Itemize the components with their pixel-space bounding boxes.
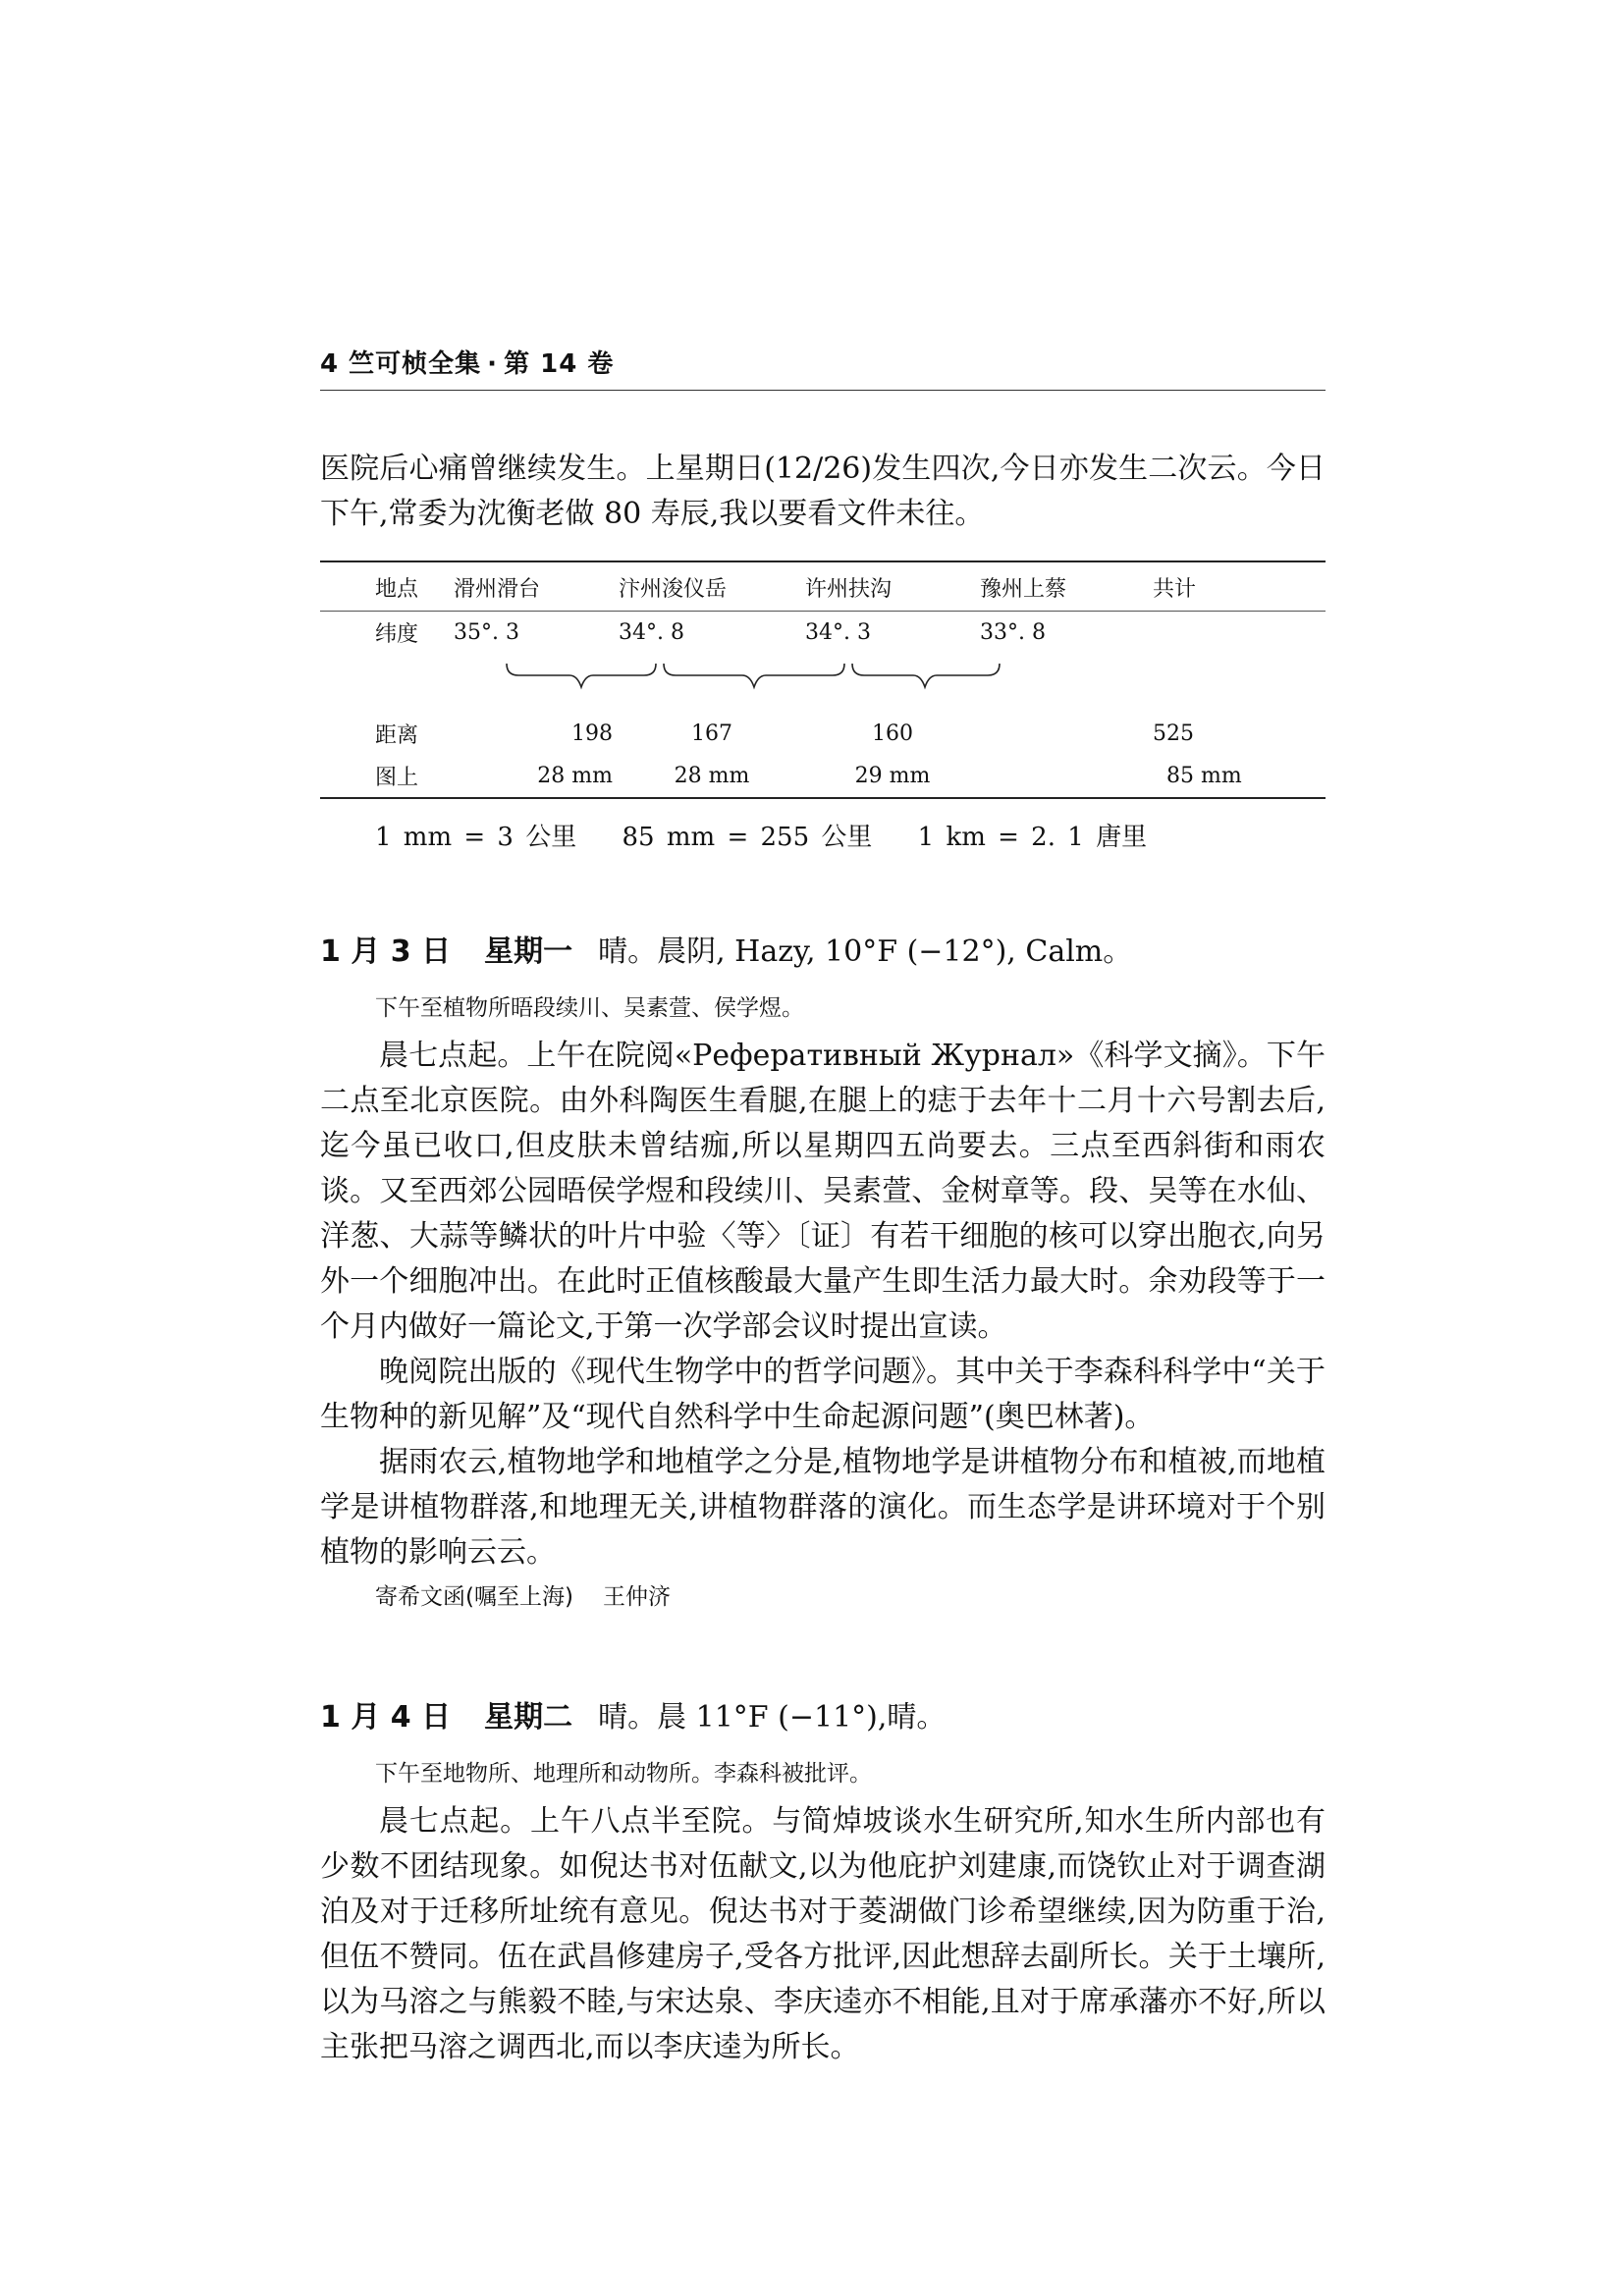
entry-heading: [320, 1695, 1326, 1740]
table-header: 地点: [320, 561, 454, 612]
entry-paragraph: 晨七点起。上午在院阅«Реферативный Журнал»《科学文摘》。下午二点至北京医院。由外科陶医生看腿,在腿上的痣于去年十二月十六号割去后,迄今虽已收口,但皮肤未曾结痂,所以星期四五尚要去。三点至西斜街和雨农谈。又至西郊公园晤侯学煜和段续川、吴素萱、金树章等。段、吴等在水仙、洋葱、大蒜等鳞状的叶片中验〈等〉〔证〕有若干细胞的核可以穿出胞衣,向另外一个细胞冲出。在此时正值核酸最大量产生即生活力最大时。余劝段等于一个月内做好一篇论文,于第一次学部会议时提出宣读。: [320, 1039, 1326, 1344]
map-distance-cell: 29 mm: [854, 764, 931, 788]
header-separator: ·: [487, 349, 499, 379]
opening-paragraph: 医院后心痛曾继续发生。上星期日(12/26)发生四次,今日亦发生二次云。今日下午,常委为沈衡老做 80 寿辰,我以要看文件未往。: [320, 452, 1326, 531]
table-header: 许州扶沟: [805, 561, 980, 612]
distance-total-cell: 525: [1153, 721, 1194, 746]
main-content: [320, 447, 1326, 2070]
map-distance-row: [320, 755, 1326, 798]
row-label: 纬度: [375, 622, 419, 647]
entry-date: 1 月 3 日: [320, 934, 452, 969]
entry-letter-note: [375, 1575, 1326, 1619]
table-header: 豫州上蔡: [980, 561, 1153, 612]
entry-heading: [320, 930, 1326, 975]
unit-conversion-line: [375, 817, 1326, 853]
brace-row: [320, 654, 1326, 713]
row-label: 图上: [375, 766, 419, 790]
latitude-cell: 33°. 8: [980, 620, 1046, 645]
letter-label: 寄希文函(嘱至上海): [375, 1584, 573, 1610]
row-label: 距离: [375, 723, 419, 748]
running-header: [320, 344, 1326, 391]
distance-cell: 198: [571, 721, 613, 746]
conversion-item: 1 km = 2. 1 唐里: [917, 823, 1148, 852]
table-header: 汴州浚仪岳: [619, 561, 805, 612]
entry-paragraph: 晚阅院出版的《现代生物学中的哲学问题》。其中关于李森科科学中“关于生物种的新见解”及“现代自然科学中生命起源问题”(奥巴林著)。: [320, 1355, 1326, 1434]
entry-weekday: 星期一: [484, 934, 573, 969]
entry-summary: 下午至植物所晤段续川、吴素萱、侯学煜。: [375, 995, 804, 1021]
entry-weekday: 星期二: [484, 1700, 573, 1735]
entry-summary: 下午至地物所、地理所和动物所。李森科被批评。: [375, 1761, 872, 1787]
book-title: 竺可桢全集: [349, 349, 482, 379]
table-header-row: [320, 561, 1326, 612]
conversion-item: 85 mm = 255 公里: [622, 823, 873, 852]
interval-brace: [852, 664, 1000, 687]
letter-recipient: 王仲济: [602, 1584, 671, 1610]
table-header: 滑州滑台: [454, 561, 619, 612]
interval-brace: [664, 664, 844, 687]
latitude-cell: 35°. 3: [454, 620, 519, 645]
entry-paragraph: 据雨农云,植物地学和地植学之分是,植物地学是讲植物分布和植被,而地植学是讲植物群落,和地理无关,讲植物群落的演化。而生态学是讲环境对于个别植物的影响云云。: [320, 1445, 1326, 1570]
latitude-cell: 34°. 8: [619, 620, 684, 645]
entry-paragraph: 晨七点起。上午八点半至院。与简焯坡谈水生研究所,知水生所内部也有少数不团结现象。如倪达书对伍献文,以为他庇护刘建康,而饶钦止对于调查湖泊及对于迁移所址统有意见。倪达书对于菱湖做门诊希望继续,因为防重于治,但伍不赞同。伍在武昌修建房子,受各方批评,因此想辞去副所长。关于土壤所,以为马溶之与熊毅不睦,与宋达泉、李庆逵亦不相能,且对于席承藩亦不好,所以主张把马溶之调西北,而以李庆逵为所长。: [320, 1804, 1326, 2064]
latitude-distance-table: [320, 561, 1326, 799]
interval-brace: [507, 664, 656, 687]
latitude-row: [320, 612, 1326, 655]
volume-label: 第 14 卷: [504, 349, 615, 379]
map-distance-cell: 28 mm: [537, 764, 613, 788]
latitude-cell: 34°. 3: [805, 620, 871, 645]
distance-row: [320, 713, 1326, 755]
diary-entry: [320, 1695, 1326, 2070]
map-distance-cell: 28 mm: [674, 764, 750, 788]
map-distance-total-cell: 85 mm: [1166, 764, 1242, 788]
conversion-item: 1 mm = 3 公里: [375, 823, 577, 852]
entry-weather: 晴。晨阴, Hazy, 10°F (−12°), Calm。: [598, 934, 1133, 969]
interval-braces: [320, 660, 1326, 707]
entry-weather: 晴。晨 11°F (−11°),晴。: [598, 1700, 947, 1735]
page-number: 4: [320, 349, 340, 379]
distance-cell: 160: [872, 721, 913, 746]
table-header: 共计: [1153, 561, 1326, 612]
entry-date: 1 月 4 日: [320, 1700, 452, 1735]
diary-entry: [320, 930, 1326, 1619]
distance-cell: 167: [691, 721, 732, 746]
